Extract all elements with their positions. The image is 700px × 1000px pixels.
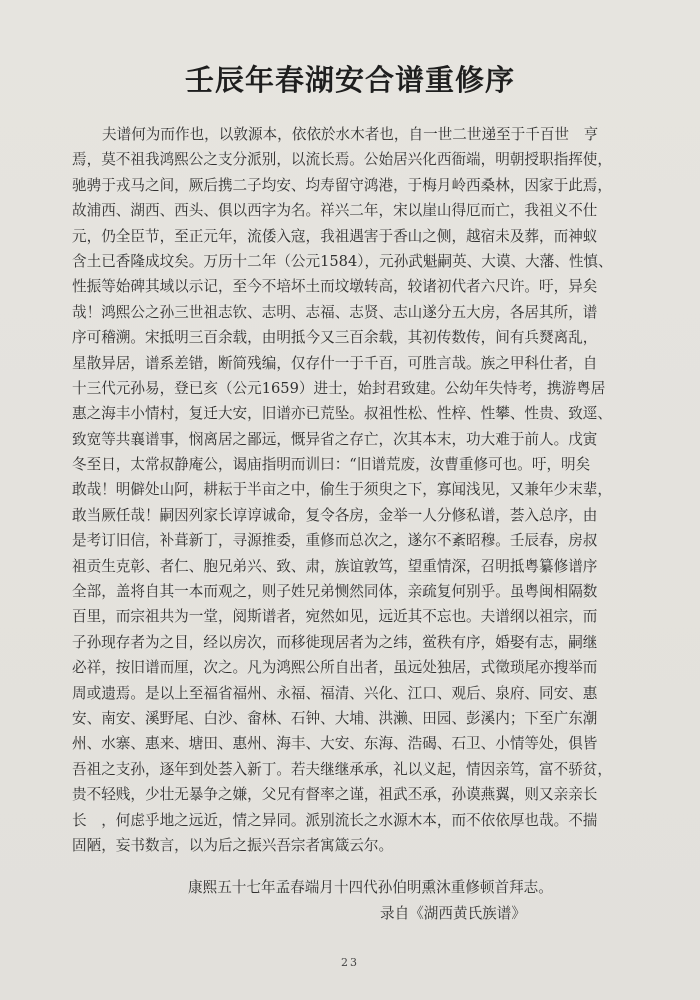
text-line: 冬至日，太常叔静庵公，谒庙指明而训曰：“旧谱荒废，汝曹重修可也。吁，明矣 [72, 456, 591, 474]
text-line: 是考订旧信，补葺新丁，寻源推委，重修而总次之，遂尔不紊昭穆。壬辰春，房叔 [72, 532, 598, 550]
text-line: 子孙现存者为之目，经以房次，而移徙现居者为之纬，鲎秩有序，婚娶有志，嗣继 [72, 633, 598, 651]
source-note: 录自《湖西黄氏族谱》 [380, 905, 526, 922]
text-line: 故浦西、湖西、西头、俱以西字为名。祥兴二年，宋以崖山得厄而亡，我祖义不仕 [72, 202, 598, 220]
text-line: 焉，莫不祖我鸿熙公之支分派别，以流长焉。公始居兴化西衙端，明朝授职指挥使， [72, 151, 612, 169]
text-line: 性振等始碑其域以示记，至今不培坏土而坟墩转高，较诸初代者六尺许。吁，异矣 [72, 278, 598, 296]
text-line: 固陋，妄书数言，以为后之振兴吾宗者寓箴云尔。 [72, 836, 394, 854]
text-line: 吾祖之支孙，逐年到处荟入新丁。若夫继继承承，礼以义起，情因亲笃，富不骄贫， [72, 760, 612, 778]
text-line: 祖贡生克彰、者仁、胞兄弟兴、致、肃，族谊敦笃，望重情深，召明抵粤纂修谱序 [72, 557, 598, 575]
text-line: 序可稽溯。宋抵明三百余载，由明抵今又三百余载，其初传数传，间有兵燹离乱， [72, 329, 598, 347]
text-line: 致宽等共襄谱事，悯离居之鄙远，慨异省之存亡，次其本末，功大难于前人。戊寅 [72, 430, 598, 448]
text-line: 星散异居，谱系差错，断简残编，仅存什一于千百，可胜言哉。族之甲科仕者，自 [72, 354, 598, 372]
text-line: 敢哉！明僻处山阿，耕耘于半亩之中，偷生于须臾之下，寡闻浅见，又兼年少末辈， [72, 481, 612, 499]
text-line: 惠之海丰小情村，复迁大安，旧谱亦已荒坠。叔祖性松、性梓、性攀、性贵、致逕、 [72, 405, 612, 423]
text-line: 长 ，何虑乎地之远近，情之异同。派别流长之水源木本，而不依依厚也哉。不揣 [72, 811, 598, 829]
text-line: 哉！鸿熙公之孙三世祖志钦、志明、志福、志贤、志山遂分五大房，各居其所，谱 [72, 303, 598, 321]
preface-body [72, 122, 640, 858]
text-line: 夫谱何为而作也，以敦源本，依依於水木者也，自一世二世递至于千百世 亨 [102, 126, 599, 143]
document-title: 壬辰年春湖安合谱重修序 [184, 63, 515, 97]
text-line: 贵不轻贱，少壮无暴争之嫌，父兄有督率之谨，祖武丕承，孙谟燕翼，则又亲亲长 [72, 786, 598, 804]
text-line: 州、水寨、惠来、塘田、惠州、海丰、大安、东海、浩碣、石卫、小情等处，俱皆 [72, 735, 598, 753]
page-number: 23 [341, 956, 359, 969]
text-line: 全部，盖将自其一本而观之，则子姓兄弟恻然同体，亲疏复何别乎。虽粤闽相隔数 [72, 583, 598, 601]
text-line: 十三代元孙易，登已亥（公元1659）进士，始封君致建。公幼年失恃考，携游粤居 [72, 379, 606, 397]
text-line: 驰骋于戎马之间，厥后携二子均安、均寿留守鸿港，于梅月岭西桑林，因家于此焉， [72, 176, 612, 194]
text-line: 安、南安、溪野尾、白沙、畲林、石钟、大埔、洪濑、田园、彭溪内；下至广东潮 [72, 709, 598, 727]
text-line: 周或遗焉。是以上至福省福州、永福、福清、兴化、江口、观后、泉府、同安、惠 [72, 684, 598, 702]
text-line: 敢当厥任哉！嗣因列家长谆谆诚命，复令各房，金举一人分修私谱，荟入总序，由 [72, 506, 598, 524]
text-line: 必祥，按旧谱而厘，次之。凡为鸿熙公所自出者，虽远处独居，式徵琐尾亦搜举而 [72, 659, 598, 677]
signature-line: 康熙五十七年孟春端月十四代孙伯明熏沐重修顿首拜志。 [188, 879, 553, 896]
text-line: 元，仍全臣节，至正元年，流倭入寇，我祖遇害于香山之侧，越宿未及葬，而神蚁 [72, 227, 598, 245]
text-line: 百里，而宗祖共为一堂，阅斯谱者，宛然如见，远近其不忘也。夫谱纲以祖宗，而 [72, 608, 598, 626]
text-line: 含土已香隆成坟矣。万历十二年（公元1584），元孙武魁嗣英、大谟、大藩、性慎、 [72, 252, 613, 270]
